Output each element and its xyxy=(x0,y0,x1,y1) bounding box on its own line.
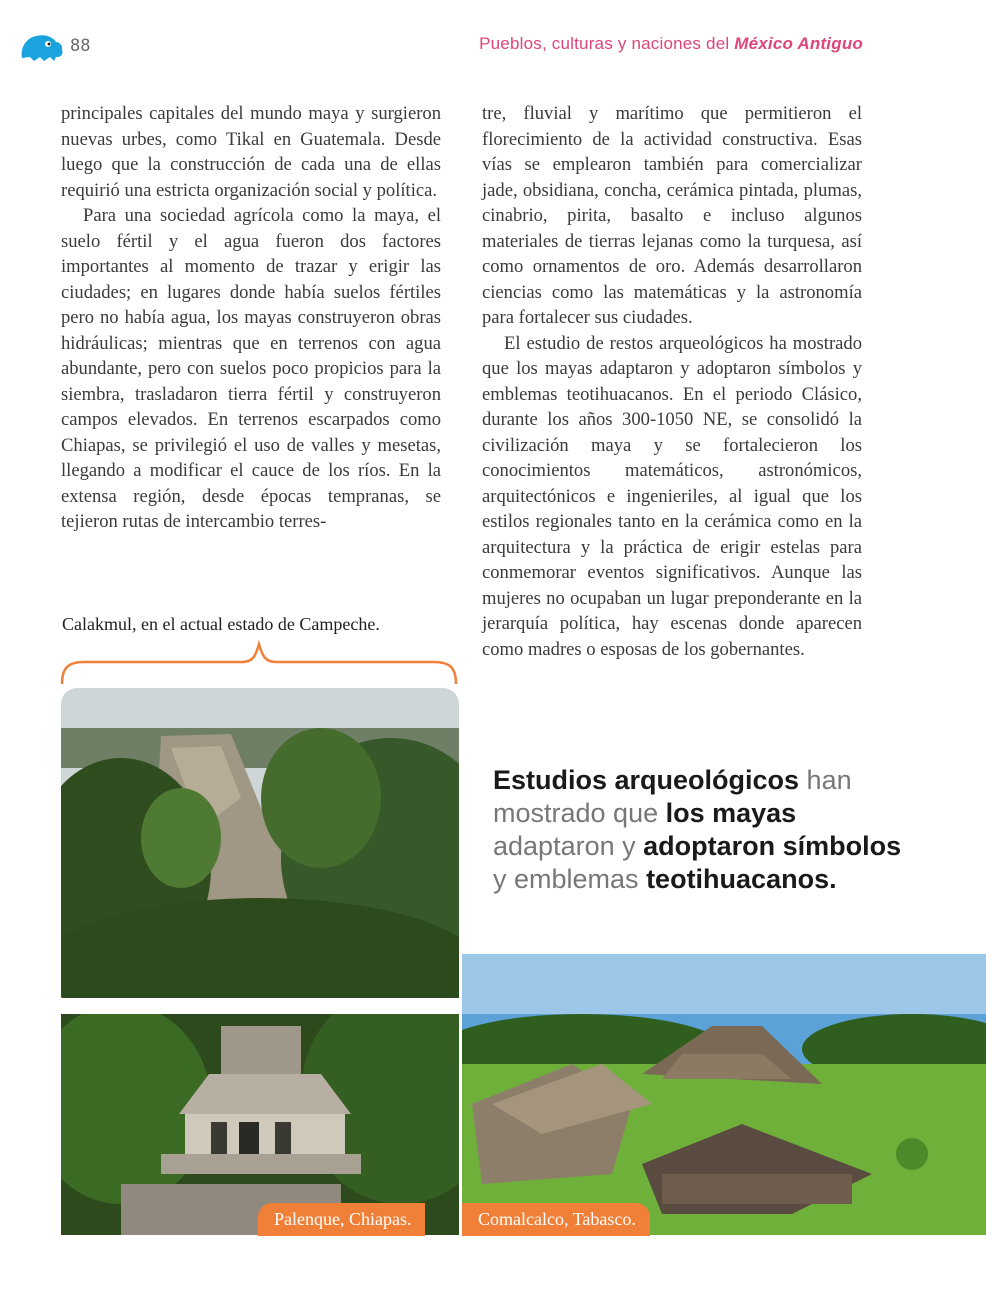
left-column xyxy=(61,101,441,535)
calakmul-caption: Calakmul, en el actual estado de Campeche. xyxy=(62,614,380,634)
pull-quote xyxy=(493,764,913,896)
palenque-photo xyxy=(61,1014,459,1235)
comalcalco-photo xyxy=(462,954,986,1235)
page-number: 88 xyxy=(70,36,91,56)
caption-brace xyxy=(60,640,458,686)
mascot-logo-icon xyxy=(18,30,64,64)
pull-quote-part-1: Estudios arqueológicos xyxy=(493,765,800,795)
comalcalco-caption: Comalcalco, Tabasco. xyxy=(462,1203,650,1236)
calakmul-photo xyxy=(61,688,459,998)
left-paragraph-1: principales capitales del mundo maya y surgieron nuevas urbes, como Tikal en Guatemala. Desde luego que la construcción de cada una de ellas requirió una estricta organización social y política. xyxy=(61,103,441,201)
pull-quote-part-2: han mostrado que xyxy=(493,765,852,828)
palenque-caption: Palenque, Chiapas. xyxy=(258,1203,425,1236)
running-title-prefix: Pueblos, culturas y naciones del xyxy=(479,34,730,53)
running-title xyxy=(479,34,863,54)
right-column xyxy=(482,101,862,662)
pull-quote-part-6: y emblemas xyxy=(493,864,647,894)
pull-quote-part-5: adoptaron símbolos xyxy=(643,831,902,861)
pull-quote-part-7: teotihuacanos. xyxy=(646,864,837,894)
pull-quote-part-3: los mayas xyxy=(665,798,797,828)
left-paragraph-2: Para una sociedad agrícola como la maya, el suelo fértil y el agua fueron dos factores importantes al momento de trazar y erigir las ciudades; en lugares donde había suelos fértiles pero no había agua, los mayas construyeron obras hidráulicas; mientras que en terrenos con agua abundante, pero con suelos poco propicios para la siembra, trasladaron tierra fértil y construyeron campos elevados. En terrenos escarpados como Chiapas, se privilegió el uso de valles y mesetas, llegando a modificar el cauce de los ríos. En la extensa región, desde épocas tempranas, se tejieron rutas de intercambio terres- xyxy=(61,205,441,532)
right-paragraph-2: El estudio de restos arqueológicos ha mostrado que los mayas adaptaron y adoptaron símbolos y emblemas teotihuacanos. En el periodo Clásico, durante los años 300-1050 NE, se consolidó la civilización maya y se fortalecieron los conocimientos matemáticos, astronómicos, arquitectónicos e ingenieriles, al igual que los estilos regionales tanto en la cerámica como en la arquitectura y la práctica de erigir estelas para conmemorar eventos significativos. Aunque las mujeres no ocupaban un lugar preponderante en la jerarquía política, hay escenas donde aparecen como madres o esposas de los gobernantes. xyxy=(482,332,862,660)
pull-quote-part-4: adaptaron y xyxy=(493,831,644,861)
right-paragraph-1: tre, fluvial y marítimo que permitieron el florecimiento de la actividad constructiva. Esas vías se emplearon también para comercializar jade, obsidiana, concha, cerámica pintada, plumas, cinabrio, pirita, basalto e incluso algunos materiales de tierras lejanas como la turquesa, así como ornamentos de oro. Además desarrollaron ciencias como las matemáticas y la astronomía para fortalecer sus ciudades. xyxy=(482,103,862,328)
running-title-emphasis: México Antiguo xyxy=(734,34,863,53)
